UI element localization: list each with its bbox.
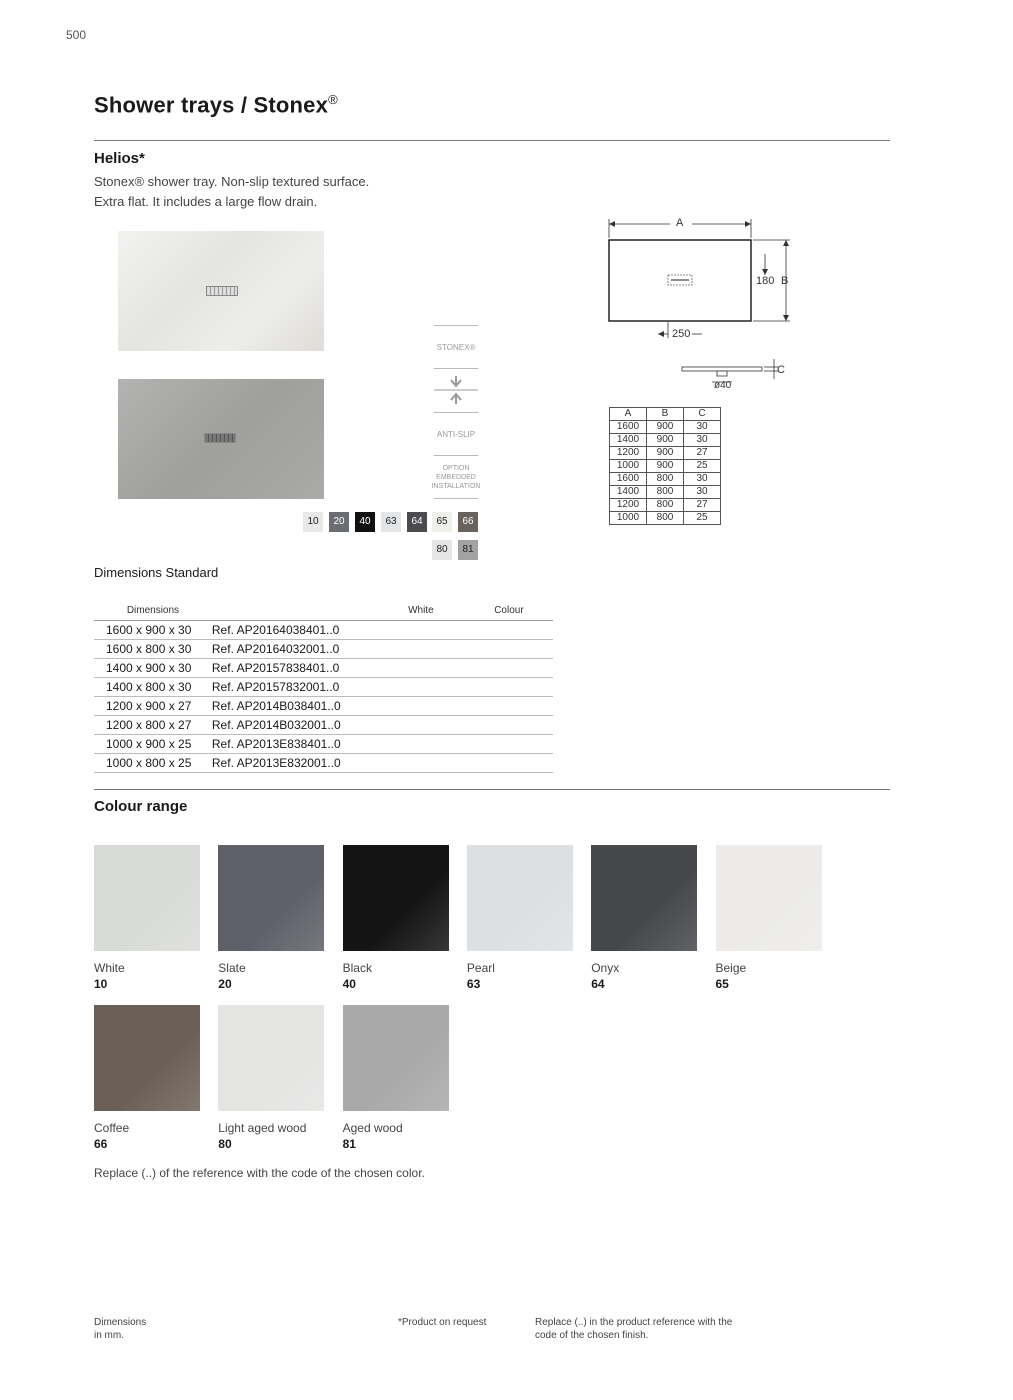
colour-code-chip: 64 <box>407 512 427 532</box>
swatch-name: Beige <box>715 961 747 975</box>
table-row <box>94 754 553 773</box>
white-cell <box>377 716 465 735</box>
spec-row <box>610 460 721 473</box>
colour-swatch <box>591 845 697 951</box>
divider <box>434 368 478 369</box>
colour-code-chip: 10 <box>303 512 323 532</box>
spec-row <box>610 473 721 486</box>
colour-header: Colour <box>465 600 553 621</box>
ref-cell: Ref. AP20164032001..0 <box>212 640 377 659</box>
ref-cell: Ref. AP2013E832001..0 <box>212 754 377 773</box>
colour-code-chip: 20 <box>329 512 349 532</box>
page-number: 500 <box>66 28 87 42</box>
white-cell <box>377 640 465 659</box>
spec-row <box>610 447 721 460</box>
dims-cell: 1400 x 800 x 30 <box>94 678 212 697</box>
spec-cell: 1600 <box>610 473 647 486</box>
footer-dimensions: Dimensions in mm. <box>94 1317 147 1341</box>
spec-cell: 25 <box>684 512 721 525</box>
dims-cell: 1000 x 900 x 25 <box>94 735 212 754</box>
colour-cell <box>465 735 553 754</box>
product-image-light <box>118 231 324 351</box>
ref-header <box>212 600 377 621</box>
colour-swatch <box>218 845 324 951</box>
spec-cell: 1000 <box>610 512 647 525</box>
ref-cell: Ref. AP20157832001..0 <box>212 678 377 697</box>
white-header: White <box>377 600 465 621</box>
colour-code-chip: 63 <box>381 512 401 532</box>
swatch-name: Slate <box>218 961 246 975</box>
colour-cell <box>465 697 553 716</box>
footer-replace: Replace (..) in the product reference with the code of the chosen finish. <box>535 1317 733 1341</box>
swatch-name: Pearl <box>466 961 495 975</box>
colour-range-title: Colour range <box>94 798 188 815</box>
swatch-code: 66 <box>94 1137 108 1151</box>
spec-cell: 30 <box>684 473 721 486</box>
spec-cell: 800 <box>647 512 684 525</box>
colour-swatch <box>218 1005 324 1111</box>
spec-cell: 800 <box>647 499 684 512</box>
colour-cell <box>465 659 553 678</box>
dim-label-250: 250 <box>672 328 691 340</box>
product-name: Helios* <box>94 150 145 167</box>
technical-drawing <box>600 214 800 394</box>
white-cell <box>377 754 465 773</box>
spec-cell: 25 <box>684 460 721 473</box>
colour-code-chip: 80 <box>432 540 452 560</box>
product-image-dark <box>118 379 324 499</box>
dim-label-a: A <box>676 217 684 229</box>
table-row <box>94 640 553 659</box>
table-row <box>94 678 553 697</box>
title-divider <box>94 140 890 141</box>
spec-cell: 800 <box>647 486 684 499</box>
extra-flat-icon <box>434 372 478 408</box>
spec-cell: 27 <box>684 447 721 460</box>
spec-row <box>610 512 721 525</box>
colour-swatch <box>716 845 822 951</box>
table-row <box>94 659 553 678</box>
dimensions-title: Dimensions Standard <box>94 565 219 580</box>
table-row <box>94 697 553 716</box>
colour-cell <box>465 640 553 659</box>
swatch-code: 81 <box>342 1137 356 1151</box>
dims-cell: 1600 x 900 x 30 <box>94 621 212 640</box>
installation-label: OPTION EMBEDDED INSTALLATION <box>431 465 481 490</box>
ref-cell: Ref. AP2014B038401..0 <box>212 697 377 716</box>
dim-label-b: B <box>781 275 789 287</box>
spec-cell: 1000 <box>610 460 647 473</box>
colour-cell <box>465 754 553 773</box>
swatch-name: Black <box>342 961 372 975</box>
anti-slip-label: ANTI-SLIP <box>436 430 476 439</box>
spec-cell: 800 <box>647 473 684 486</box>
colour-swatch <box>94 1005 200 1111</box>
spec-cell: 1600 <box>610 421 647 434</box>
spec-cell: 1200 <box>610 447 647 460</box>
swatch-name: Light aged wood <box>218 1121 307 1135</box>
ref-cell: Ref. AP20157838401..0 <box>212 659 377 678</box>
dimensions-table <box>94 600 553 773</box>
dims-cell: 1200 x 800 x 27 <box>94 716 212 735</box>
colour-cell <box>465 716 553 735</box>
divider <box>434 412 478 413</box>
white-cell <box>377 697 465 716</box>
table-row <box>94 621 553 640</box>
swatch-code: 20 <box>218 977 232 991</box>
spec-header: C <box>684 408 721 421</box>
colour-swatch <box>467 845 573 951</box>
colour-code-chip: 65 <box>432 512 452 532</box>
swatch-code: 80 <box>218 1137 232 1151</box>
swatch-code: 65 <box>715 977 729 991</box>
spec-cell: 1400 <box>610 486 647 499</box>
spec-cell: 27 <box>684 499 721 512</box>
spec-cell: 900 <box>647 434 684 447</box>
spec-row <box>610 421 721 434</box>
colour-cell <box>465 678 553 697</box>
divider <box>434 325 478 326</box>
spec-cell: 900 <box>647 460 684 473</box>
spec-cell: 900 <box>647 447 684 460</box>
divider <box>434 498 478 499</box>
spec-row <box>610 434 721 447</box>
dims-header: Dimensions <box>94 600 212 621</box>
spec-table <box>609 407 721 525</box>
dims-cell: 1600 x 800 x 30 <box>94 640 212 659</box>
footer-request: *Product on request <box>398 1317 487 1328</box>
swatch-code: 10 <box>94 977 108 991</box>
spec-row <box>610 486 721 499</box>
table-row <box>94 716 553 735</box>
colour-swatch <box>94 845 200 951</box>
swatch-name: Aged wood <box>342 1121 403 1135</box>
spec-header: B <box>647 408 684 421</box>
dims-cell: 1400 x 900 x 30 <box>94 659 212 678</box>
drain-icon <box>204 433 236 443</box>
swatch-code: 40 <box>342 977 356 991</box>
white-cell <box>377 678 465 697</box>
dim-label-drain: ø40 <box>714 380 732 391</box>
ref-cell: Ref. AP2014B032001..0 <box>212 716 377 735</box>
spec-cell: 30 <box>684 421 721 434</box>
colour-code-chip: 81 <box>458 540 478 560</box>
swatch-code: 63 <box>466 977 481 991</box>
product-description: Stonex® shower tray. Non-slip textured surface. Extra flat. It includes a large flow drain. <box>94 174 370 209</box>
colour-code-chip: 66 <box>458 512 478 532</box>
dims-cell: 1200 x 900 x 27 <box>94 697 212 716</box>
divider <box>434 455 478 456</box>
colour-note: Replace (..) of the reference with the code of the chosen color. <box>94 1166 425 1180</box>
white-cell <box>377 659 465 678</box>
spec-cell: 1400 <box>610 434 647 447</box>
table-row <box>94 735 553 754</box>
dim-label-180: 180 <box>756 275 775 287</box>
page-title: Shower trays / Stonex® <box>94 92 338 118</box>
white-cell <box>377 735 465 754</box>
dims-cell: 1000 x 800 x 25 <box>94 754 212 773</box>
drain-icon <box>206 286 238 296</box>
spec-header: A <box>610 408 647 421</box>
white-cell <box>377 621 465 640</box>
colour-swatch <box>343 845 449 951</box>
colour-code-chip: 40 <box>355 512 375 532</box>
dim-label-c: C <box>777 364 785 376</box>
swatch-name: Coffee <box>94 1121 130 1135</box>
spec-cell: 30 <box>684 434 721 447</box>
ref-cell: Ref. AP2013E838401..0 <box>212 735 377 754</box>
swatch-name: White <box>94 961 125 975</box>
swatch-code: 64 <box>591 977 605 991</box>
section-divider <box>94 789 890 790</box>
spec-cell: 30 <box>684 486 721 499</box>
stonex-label: STONEX® <box>436 343 476 352</box>
ref-cell: Ref. AP20164038401..0 <box>212 621 377 640</box>
spec-row <box>610 499 721 512</box>
spec-cell: 1200 <box>610 499 647 512</box>
swatch-name: Onyx <box>591 961 620 975</box>
colour-swatch <box>343 1005 449 1111</box>
colour-cell <box>465 621 553 640</box>
spec-cell: 900 <box>647 421 684 434</box>
